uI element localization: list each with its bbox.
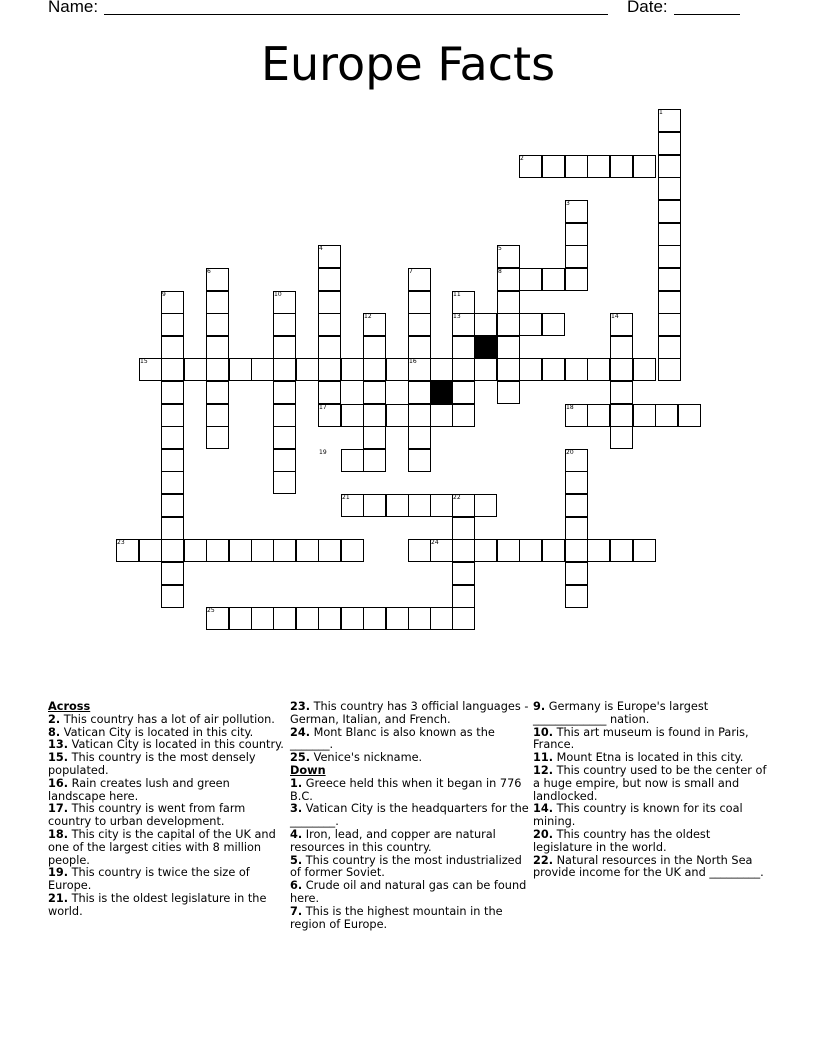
clue-across-17: 17. This country is went from farm country to urban development. <box>48 802 246 829</box>
grid-cell[interactable] <box>296 539 319 562</box>
across-heading: Across <box>48 700 91 713</box>
grid-cell[interactable] <box>408 607 431 630</box>
grid-cell[interactable] <box>610 155 633 178</box>
grid-cell[interactable] <box>633 539 656 562</box>
grid-cell[interactable] <box>273 449 296 472</box>
grid-cell[interactable] <box>452 517 475 540</box>
grid-cell[interactable] <box>161 562 184 585</box>
grid-cell[interactable] <box>386 607 409 630</box>
grid-cell[interactable] <box>658 155 681 178</box>
grid-cell[interactable] <box>474 494 497 517</box>
down-heading: Down <box>290 763 326 777</box>
grid-cell[interactable] <box>452 381 475 404</box>
grid-cell[interactable] <box>565 471 588 494</box>
grid-cell[interactable] <box>610 336 633 359</box>
grid-cell[interactable] <box>430 404 453 427</box>
grid-cell[interactable] <box>273 358 296 381</box>
grid-cell[interactable] <box>341 358 364 381</box>
grid-cell[interactable] <box>161 426 184 449</box>
clue-across-2: 2. This country has a lot of air pollution. <box>48 712 275 726</box>
grid-cell[interactable] <box>430 358 453 381</box>
grid-cell[interactable] <box>452 607 475 630</box>
clue-number: 22 <box>453 494 461 501</box>
clue-down-9: 9. Germany is Europe's largest _____________ nation. <box>533 700 709 726</box>
clue-column-3 <box>533 701 773 880</box>
name-label: Name: <box>48 0 99 16</box>
clue-number: 21 <box>342 494 350 501</box>
grid-cell[interactable] <box>161 585 184 608</box>
grid-cell[interactable] <box>655 404 678 427</box>
grid-cell[interactable] <box>430 494 453 517</box>
grid-cell[interactable] <box>386 494 409 517</box>
puzzle-title: Europe Facts <box>260 37 556 91</box>
grid-cell[interactable] <box>565 517 588 540</box>
grid-cell[interactable] <box>206 336 229 359</box>
clue-down-1: 1. Greece held this when it began in 776 B.C. <box>290 776 522 803</box>
clue-down-11: 11. Mount Etna is located in this city. <box>533 751 744 765</box>
grid-cell[interactable] <box>363 607 386 630</box>
grid-cell[interactable] <box>206 426 229 449</box>
grid-cell[interactable] <box>587 155 610 178</box>
clue-across-18: 18. This city is the capital of the UK and one of the largest cities with 8 million people. <box>48 827 276 867</box>
grid-cell[interactable] <box>273 381 296 404</box>
grid-cell[interactable] <box>474 358 497 381</box>
clue-number: 17 <box>319 404 327 411</box>
grid-cell[interactable] <box>408 494 431 517</box>
grid-cell[interactable] <box>587 358 610 381</box>
grid-cell[interactable] <box>587 404 610 427</box>
grid-cell[interactable] <box>341 449 364 472</box>
grid-cell[interactable] <box>497 313 520 336</box>
grid-cell[interactable] <box>341 404 364 427</box>
grid-cell[interactable] <box>206 291 229 314</box>
grid-cell[interactable] <box>610 381 633 404</box>
date-label: Date: <box>627 0 668 16</box>
grid-cell[interactable] <box>519 539 542 562</box>
grid-cell[interactable] <box>408 291 431 314</box>
grid-cell[interactable] <box>363 426 386 449</box>
grid-cell[interactable] <box>658 313 681 336</box>
grid-cell[interactable] <box>206 404 229 427</box>
grid-cell[interactable] <box>273 336 296 359</box>
grid-cell[interactable] <box>565 155 588 178</box>
grid-cell[interactable] <box>452 562 475 585</box>
grid-cell[interactable] <box>341 607 364 630</box>
grid-cell[interactable] <box>184 539 207 562</box>
grid-cell[interactable] <box>273 426 296 449</box>
grid-cell[interactable] <box>273 471 296 494</box>
grid-cell[interactable] <box>610 404 633 427</box>
grid-cell[interactable] <box>452 358 475 381</box>
grid-cell[interactable] <box>161 539 184 562</box>
grid-cell[interactable] <box>658 132 681 155</box>
clue-across-23: 23. This country has 3 official languages - German, Italian, and French. <box>290 700 529 726</box>
grid-cell[interactable] <box>519 358 542 381</box>
grid-cell[interactable] <box>161 471 184 494</box>
grid-cell[interactable] <box>408 313 431 336</box>
grid-cell[interactable] <box>497 539 520 562</box>
grid-cell[interactable] <box>251 358 274 381</box>
grid-cell[interactable] <box>251 607 274 630</box>
clue-number: 2 <box>520 155 524 162</box>
grid-cell[interactable] <box>542 268 565 291</box>
grid-cell[interactable] <box>161 336 184 359</box>
grid-cell[interactable] <box>229 539 252 562</box>
clue-number: 9 <box>162 291 166 298</box>
grid-cell[interactable] <box>206 539 229 562</box>
grid-cell[interactable] <box>658 291 681 314</box>
clue-across-24: 24. Mont Blanc is also known as the _______. <box>290 725 495 752</box>
grid-cell[interactable] <box>658 268 681 291</box>
grid-cell[interactable] <box>318 607 341 630</box>
clue-number: 5 <box>498 245 502 252</box>
grid-cell[interactable] <box>519 268 542 291</box>
grid-cell[interactable] <box>542 313 565 336</box>
grid-cell[interactable] <box>161 449 184 472</box>
grid-cell[interactable] <box>519 313 542 336</box>
clue-across-21: 21. This is the oldest legislature in the world. <box>48 891 267 918</box>
grid-cell[interactable] <box>161 404 184 427</box>
grid-cell[interactable] <box>363 336 386 359</box>
clue-number: 6 <box>207 268 211 275</box>
grid-cell[interactable] <box>363 381 386 404</box>
clue-down-10: 10. This art museum is found in Paris, France. <box>533 725 749 752</box>
clue-number: 18 <box>566 404 574 411</box>
grid-cell[interactable] <box>497 358 520 381</box>
grid-cell[interactable] <box>318 291 341 314</box>
grid-cell[interactable] <box>565 585 588 608</box>
grid-cell[interactable] <box>633 404 656 427</box>
grid-cell[interactable] <box>408 449 431 472</box>
grid-cell[interactable] <box>474 313 497 336</box>
grid-cell[interactable] <box>386 358 409 381</box>
grid-cell[interactable] <box>408 336 431 359</box>
clue-down-6: 6. Crude oil and natural gas can be found here. <box>290 879 527 905</box>
grid-cell[interactable] <box>658 177 681 200</box>
grid-cell[interactable] <box>318 381 341 404</box>
clue-number: 4 <box>319 245 323 252</box>
grid-cell[interactable] <box>296 358 319 381</box>
clue-down-3: 3. Vatican City is the headquarters for the ________. <box>290 802 529 829</box>
clue-number: 10 <box>274 291 282 298</box>
clue-column-2 <box>290 701 530 931</box>
grid-cell[interactable] <box>273 313 296 336</box>
grid-cell[interactable] <box>363 449 386 472</box>
clue-number: 8 <box>498 268 502 275</box>
grid-cell[interactable] <box>386 404 409 427</box>
clue-number: 15 <box>140 358 148 365</box>
grid-cell[interactable] <box>565 223 588 246</box>
grid-cell[interactable] <box>363 358 386 381</box>
clue-down-14: 14. This country is known for its coal mining. <box>533 802 743 829</box>
clue-number: 25 <box>207 607 215 614</box>
clue-across-13: 13. Vatican City is located in this country. <box>48 738 284 752</box>
grid-cell[interactable] <box>565 268 588 291</box>
grid-cell[interactable] <box>658 245 681 268</box>
clue-number: 16 <box>409 358 417 365</box>
grid-cell[interactable] <box>452 539 475 562</box>
grid-cell[interactable] <box>542 539 565 562</box>
grid-cell[interactable] <box>408 404 431 427</box>
grid-cell[interactable] <box>229 607 252 630</box>
grid-cell[interactable] <box>497 336 520 359</box>
clue-number: 14 <box>611 313 619 320</box>
grid-cell[interactable] <box>318 268 341 291</box>
clue-column-1 <box>48 701 288 919</box>
clue-down-12: 12. This country used to be the center of a huge empire, but now is small and landlocked. <box>533 763 767 803</box>
grid-cell[interactable] <box>452 336 475 359</box>
grid-cell[interactable] <box>610 539 633 562</box>
grid-cell[interactable] <box>363 404 386 427</box>
grid-cell[interactable] <box>318 313 341 336</box>
grid-cell[interactable] <box>565 539 588 562</box>
grid-cell[interactable] <box>610 426 633 449</box>
clue-down-7: 7. This is the highest mountain in the region of Europe. <box>290 904 503 931</box>
grid-cell[interactable] <box>452 404 475 427</box>
grid-cell[interactable] <box>206 358 229 381</box>
grid-cell[interactable] <box>206 381 229 404</box>
grid-cell[interactable] <box>430 607 453 630</box>
clue-number: 12 <box>364 313 372 320</box>
clue-down-20: 20. This country has the oldest legislature in the world. <box>533 827 711 854</box>
clue-down-22: 22. Natural resources in the North Sea provide income for the UK and _________. <box>533 853 764 880</box>
clue-number: 24 <box>431 539 439 546</box>
clue-across-25: 25. Venice's nickname. <box>290 751 423 765</box>
clue-number: 1 <box>659 109 663 116</box>
grid-cell[interactable] <box>542 155 565 178</box>
grid-cell[interactable] <box>318 539 341 562</box>
black-cell <box>474 336 497 359</box>
grid-cell[interactable] <box>565 358 588 381</box>
grid-cell[interactable] <box>565 245 588 268</box>
clue-across-19: 19. This country is twice the size of Europe. <box>48 866 250 893</box>
clue-number: 13 <box>453 313 461 320</box>
grid-cell[interactable] <box>452 585 475 608</box>
clue-across-16: 16. Rain creates lush and green landscape here. <box>48 776 230 803</box>
grid-cell[interactable] <box>587 539 610 562</box>
grid-cell[interactable] <box>678 404 701 427</box>
grid-cell[interactable] <box>408 381 431 404</box>
clue-number: 11 <box>453 291 461 298</box>
grid-cell[interactable] <box>542 358 565 381</box>
clue-across-8: 8. Vatican City is located in this city. <box>48 725 254 739</box>
grid-cell[interactable] <box>565 494 588 517</box>
grid-cell[interactable] <box>161 381 184 404</box>
grid-cell[interactable] <box>273 539 296 562</box>
grid-cell[interactable] <box>206 313 229 336</box>
grid-cell[interactable] <box>184 358 207 381</box>
grid-cell[interactable] <box>658 223 681 246</box>
grid-cell[interactable] <box>139 539 162 562</box>
grid-cell[interactable] <box>565 562 588 585</box>
grid-cell[interactable] <box>363 494 386 517</box>
grid-cell[interactable] <box>408 539 431 562</box>
grid-cell[interactable] <box>633 155 656 178</box>
grid-cell[interactable] <box>229 358 252 381</box>
grid-cell[interactable] <box>658 358 681 381</box>
grid-cell[interactable] <box>161 494 184 517</box>
grid-cell[interactable] <box>318 358 341 381</box>
grid-cell[interactable] <box>341 539 364 562</box>
clue-number: 23 <box>117 539 125 546</box>
grid-cell[interactable] <box>497 381 520 404</box>
clue-number: 3 <box>566 200 570 207</box>
grid-cell[interactable] <box>251 539 274 562</box>
grid-cell[interactable] <box>658 336 681 359</box>
clue-number: 7 <box>409 268 413 275</box>
grid-cell[interactable] <box>273 607 296 630</box>
clue-number: 19 <box>319 449 327 456</box>
grid-cell[interactable] <box>161 313 184 336</box>
clue-down-4: 4. Iron, lead, and copper are natural resources in this country. <box>290 827 496 854</box>
grid-cell[interactable] <box>610 358 633 381</box>
clue-down-5: 5. This country is the most industrialized of former Soviet. <box>290 853 522 880</box>
grid-cell[interactable] <box>318 336 341 359</box>
black-cell <box>430 381 453 404</box>
grid-cell[interactable] <box>408 426 431 449</box>
grid-cell[interactable] <box>161 358 184 381</box>
grid-cell[interactable] <box>474 539 497 562</box>
grid-cell[interactable] <box>296 607 319 630</box>
grid-cell[interactable] <box>658 200 681 223</box>
clue-across-15: 15. This country is the most densely populated. <box>48 751 256 777</box>
grid-cell[interactable] <box>633 358 656 381</box>
grid-cell[interactable] <box>273 404 296 427</box>
clue-number: 20 <box>566 449 574 456</box>
grid-cell[interactable] <box>161 517 184 540</box>
grid-cell[interactable] <box>497 291 520 314</box>
